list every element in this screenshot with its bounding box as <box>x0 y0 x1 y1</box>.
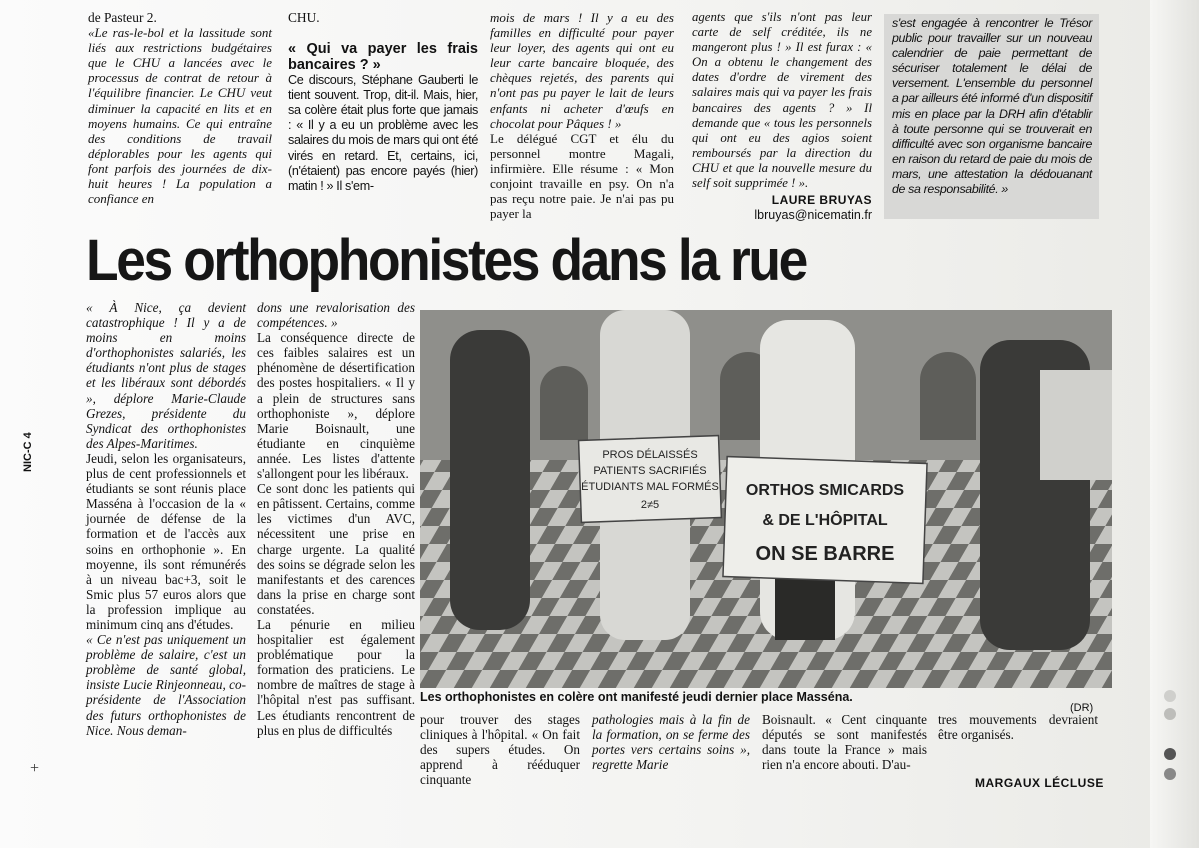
article-column-1 <box>86 300 246 738</box>
photo-credit: (DR) <box>1070 702 1094 714</box>
article-col4-text: pathologies mais à la fin de la formation, on se ferme des portes vers certains soins », regrette Marie <box>592 712 750 773</box>
top-col1-para: de Pasteur 2. <box>88 10 157 25</box>
article-col3-text: pour trouver des stages cliniques à l'hôpital. « On fait des supers études. On apprend à rééduquer cinquante <box>420 712 580 788</box>
sign-right-line: ON SE BARRE <box>755 543 895 565</box>
top-column-4 <box>692 10 872 223</box>
top-col3-para: mois de mars ! Il y a eu des familles en difficulté pour payer leur loyer, des agents qui ont eu leur carte bancaire bloquée, des chèques rejetés, des parents qui n'ont pas pu payer le lait de leurs enfants ni acheter d'œufs en chocolat pour Pâques ! » <box>490 10 674 131</box>
article-headline: Les orthophonistes dans la rue <box>86 228 806 293</box>
article-col1-para: « À Nice, ça devient catastrophique ! Il y a de moins en moins d'orthophonistes salariés, les étudiants n'ont plus de stages et les libéraux sont débordés », déplore Marie-Claude Grezes, présidente du Syndicat des orthophonistes des Alpes-Maritimes. <box>86 300 246 451</box>
top-col1-para: «Le ras-le-bol et la lassitude sont liés aux restrictions budgétaires que le CHU a lancées avec le processus de contrat de retour à l'équilibre financier. Le CHU veut diminuer la capacité en lits et en moyens humains. Ce qui entraîne des conditions de travail déplorables pour les agents qui font parfois des journées de dix-huit heures ! La population a confiance en <box>88 25 272 207</box>
article-column-2 <box>257 300 415 738</box>
registration-mark-icon: + <box>30 760 40 777</box>
article-photo <box>420 310 1112 688</box>
photo-caption: Les orthophonistes en colère ont manifesté jeudi dernier place Masséna. <box>420 690 853 704</box>
sign-left-line: PROS DÉLAISSÉS <box>602 449 698 461</box>
top-col2-subhead: « Qui va payer les frais bancaires ? » <box>288 41 478 74</box>
binder-hole-icon <box>1164 690 1176 702</box>
photo-illustration <box>420 310 1112 688</box>
margin-page-label: NIC-C 4 <box>22 432 34 472</box>
top-col4-byline: LAURE BRUYAS <box>771 193 872 208</box>
sign-left-line: 2≠5 <box>640 499 660 511</box>
binder-hole-icon <box>1164 708 1176 720</box>
article-column-6 <box>938 712 1098 742</box>
top-column-2 <box>288 10 478 194</box>
top-col4-email: lbruyas@nicematin.fr <box>754 208 872 223</box>
top-col5-text: s'est engagée à rencontrer le Trésor public pour travailler sur un nouveau calendrier de paie permettant de sécuriser totalement le délai de versement. L'ensemble du personnel a par ailleurs été informé d'un dispositif mis en place par la DRH afin d'établir à toute personne qui se trouverait en difficulté avec son organisme bancaire en raison du retard de paie du mois de mars, une attestation la dédouanant de sa responsabilité. » <box>892 16 1092 197</box>
article-col2-para: La pénurie en milieu hospitalier est également problématique pour la formation des praticiens. Le nombre de maîtres de stage à l'hôpital n'est pas suffisant. Les étudiants rencontrent de plus en plus de difficultés <box>257 616 415 738</box>
article-col2-para: dons une revalorisation des compétences. » <box>257 300 415 331</box>
article-col2-para: Ce sont donc les patients qui en pâtissent. Certains, comme les victimes d'un AVC, nécessitent une prise en charge urgente. La qualité des soins se dégrade selon les manifestants et des carences dans la prise en charge sont constatées. <box>257 481 415 617</box>
top-col2-text: Ce discours, Stéphane Gauberti le tient souvent. Trop, dit-il. Mais, hier, sa colère était plus forte que jamais : « Il y a eu un problème avec les salaires du mois de mars qui ont été virés en retard. Et, certains, ici, (n'étaient) pas encore payés (hier) matin ! » Il s'em- <box>288 73 478 193</box>
torn-edge <box>1150 0 1199 848</box>
article-column-3 <box>420 712 580 787</box>
article-col5-text: Boisnault. « Cent cinquante députés se sont manifestés dans toute la France » mais rien n'a encore abouti. D'au- <box>762 712 927 773</box>
top-col2-first: CHU. <box>288 10 320 25</box>
article-byline: MARGAUX LÉCLUSE <box>975 776 1104 790</box>
binder-hole-icon <box>1164 768 1176 780</box>
article-col1-para: « Ce n'est pas uniquement un problème de salaire, c'est un problème de santé global, insiste Lucie Rinjeonneau, co-présidente de l'Association des futurs orthophonistes de Nice. Nous deman- <box>86 632 246 738</box>
top-col4-text: agents que s'ils n'ont pas leur carte de self créditée, ils ne mangeront plus ! » Il est furax : « On a obtenu le changement des dates d'ordre de virement des salaires mais qui va payer les frais bancaires des agents ? » Il demande que « tous les personnels qui ont eu des agios soient remboursés par la direction du CHU et que la nouvelle mesure du self soit supprimée ! ». <box>692 10 872 191</box>
top-column-5 <box>892 16 1092 197</box>
article-col2-para: La conséquence directe de ces faibles salaires est un phénomène de désertification des postes hospitaliers. « Il y a plein de structures sans orthophoniste », déplore Marie Boisnault, une étudiante en cinquième année. Les listes d'attente s'allongent pour les libéraux. <box>257 330 415 482</box>
binder-hole-icon <box>1164 748 1176 760</box>
article-column-4 <box>592 712 750 772</box>
article-col1-para: Jeudi, selon les organisateurs, plus de cent professionnels et étudiants se sont réunis place Masséna à l'occasion de la « journée de défense de la formation et de l'accès aux soins en orthophonie ». En moyenne, ils sont rémunérés à un niveau bac+3, soit le Smic plus 57 euros alors que la profession implique au minimum cinq ans d'études. <box>86 450 246 632</box>
sign-left-line: PATIENTS SACRIFIÉS <box>593 465 707 477</box>
article-col6-text: tres mouvements devraient être organisés. <box>938 712 1098 743</box>
article-column-5 <box>762 712 927 772</box>
top-col3-para: Le délégué CGT et élu du personnel montre Magali, infirmière. Elle résume : « Mon conjoint travaille en psy. On n'a pas reçu notre paie. Je n'ai pas pu payer la <box>490 130 674 222</box>
top-column-1 <box>88 10 272 206</box>
sign-left-line: ÉTUDIANTS MAL FORMÉS <box>581 481 719 493</box>
top-column-3 <box>490 10 674 221</box>
sign-right-line: ORTHOS SMICARDS <box>745 482 905 499</box>
sign-right-line: & DE L'HÔPITAL <box>762 512 888 529</box>
